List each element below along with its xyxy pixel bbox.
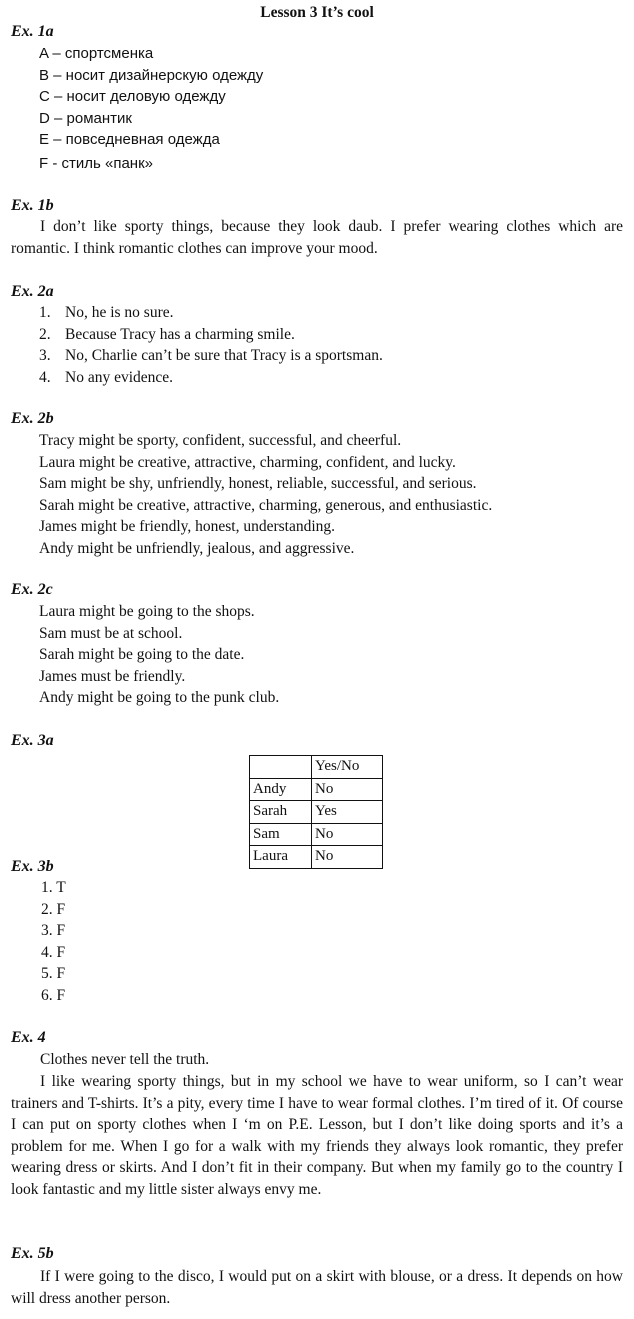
ex2b-heading: Ex. 2b: [11, 410, 54, 427]
table-cell: Sam: [250, 823, 312, 846]
ex3b-list: [41, 877, 66, 1007]
ex4-heading: Ex. 4: [11, 1029, 46, 1046]
list-item: E – повседневная одежда: [39, 131, 220, 149]
item-text: No any evidence.: [65, 368, 174, 386]
ex5b-text: If I were going to the disco, I would put on a skirt with blouse, or a dress. It depends on how will dress another person.: [11, 1268, 623, 1307]
table-cell: Yes: [312, 801, 383, 824]
item-number: 2.: [39, 325, 51, 343]
table-row: [250, 801, 383, 824]
text-line: Andy might be unfriendly, jealous, and aggressive.: [39, 539, 355, 557]
ex3a-table: [249, 755, 383, 869]
text-line: Sam must be at school.: [39, 624, 183, 642]
text-line: James might be friendly, honest, understanding.: [39, 518, 336, 536]
text-line: Sarah might be going to the date.: [39, 646, 245, 664]
list-item: D – романтик: [39, 109, 132, 127]
table-header-cell: Yes/No: [312, 756, 383, 779]
list-item: 2. F: [41, 900, 66, 918]
ex4-title-line: [40, 1049, 209, 1071]
ex2c-heading: Ex. 2c: [11, 581, 53, 598]
table-cell: Andy: [250, 778, 312, 801]
list-item: [39, 367, 383, 389]
list-item: [39, 302, 383, 324]
list-item: C – носит деловую одежду: [39, 88, 226, 106]
table-cell: No: [312, 846, 383, 869]
ex3a-heading: Ex. 3a: [11, 732, 54, 749]
list-item: 1. T: [41, 879, 66, 896]
list-item: 5. F: [41, 965, 66, 983]
list-item: B – носит дизайнерскую одежду: [39, 66, 264, 84]
item-number: 1.: [39, 304, 51, 321]
table-row: [250, 778, 383, 801]
list-item: [39, 345, 383, 367]
ex5b-heading: Ex. 5b: [11, 1245, 54, 1262]
text-line: Laura might be creative, attractive, charming, confident, and lucky.: [39, 453, 456, 471]
ex1a-heading: Ex. 1a: [11, 23, 54, 40]
text-line: James must be friendly.: [39, 667, 186, 685]
list-item: 6. F: [41, 986, 66, 1004]
list-item: F - стиль «панк»: [39, 154, 153, 172]
page-title: Lesson 3 It’s cool: [260, 4, 374, 21]
ex4-text: I like wearing sporty things, but in my school we have to wear uniform, so I can’t wear trainers and T-shirts. It’s a pity, every time I have to wear formal clothes. I’m tired of it. Of course I can put on sporty clothes when I ‘m on P.E. Lesson, but I don’t like doing sports and it’s a problem for me. When I go for a walk with my friends they always look romantic, they prefer wearing dress or skirts. And I don’t fit in their company. But when my family go to the country I look fantastic and my little sister always envy me.: [11, 1073, 623, 1198]
table-row: [250, 823, 383, 846]
table-row: [250, 846, 383, 869]
text-line: Clothes never tell the truth.: [40, 1051, 210, 1068]
table-cell: Sarah: [250, 801, 312, 824]
item-number: 4.: [39, 368, 51, 386]
ex1b-heading: Ex. 1b: [11, 197, 54, 214]
ex3b-heading: Ex. 3b: [11, 858, 54, 875]
ex2a-list: [39, 302, 383, 388]
text-line: Sam might be shy, unfriendly, honest, reliable, successful, and serious.: [39, 475, 477, 493]
item-text: No, Charlie can’t be sure that Tracy is a sportsman.: [65, 347, 383, 365]
table-cell: Laura: [250, 846, 312, 869]
item-text: Because Tracy has a charming smile.: [65, 325, 295, 343]
text-line: Sarah might be creative, attractive, charming, generous, and enthusiastic.: [39, 496, 493, 514]
list-item: [39, 324, 383, 346]
ex2b-lines: [39, 430, 492, 560]
table-cell: No: [312, 778, 383, 801]
text-line: Tracy might be sporty, confident, successful, and cheerful.: [39, 432, 402, 449]
item-text: No, he is no sure.: [65, 304, 174, 321]
ex2c-lines: [39, 601, 279, 709]
item-number: 3.: [39, 347, 51, 365]
table-cell: No: [312, 823, 383, 846]
table-header-cell: [250, 756, 312, 779]
list-item: A – спортсменка: [39, 45, 154, 62]
ex2a-heading: Ex. 2a: [11, 283, 54, 300]
list-item: 4. F: [41, 943, 66, 961]
ex1a-list: [39, 43, 263, 175]
table-header-row: [250, 756, 383, 779]
list-item: 3. F: [41, 922, 66, 940]
text-line: Andy might be going to the punk club.: [39, 689, 280, 707]
ex1b-text: I don’t like sporty things, because they look daub. I prefer wearing clothes which are romantic. I think romantic clothes can improve your mood.: [11, 218, 623, 257]
text-line: Laura might be going to the shops.: [39, 603, 255, 620]
